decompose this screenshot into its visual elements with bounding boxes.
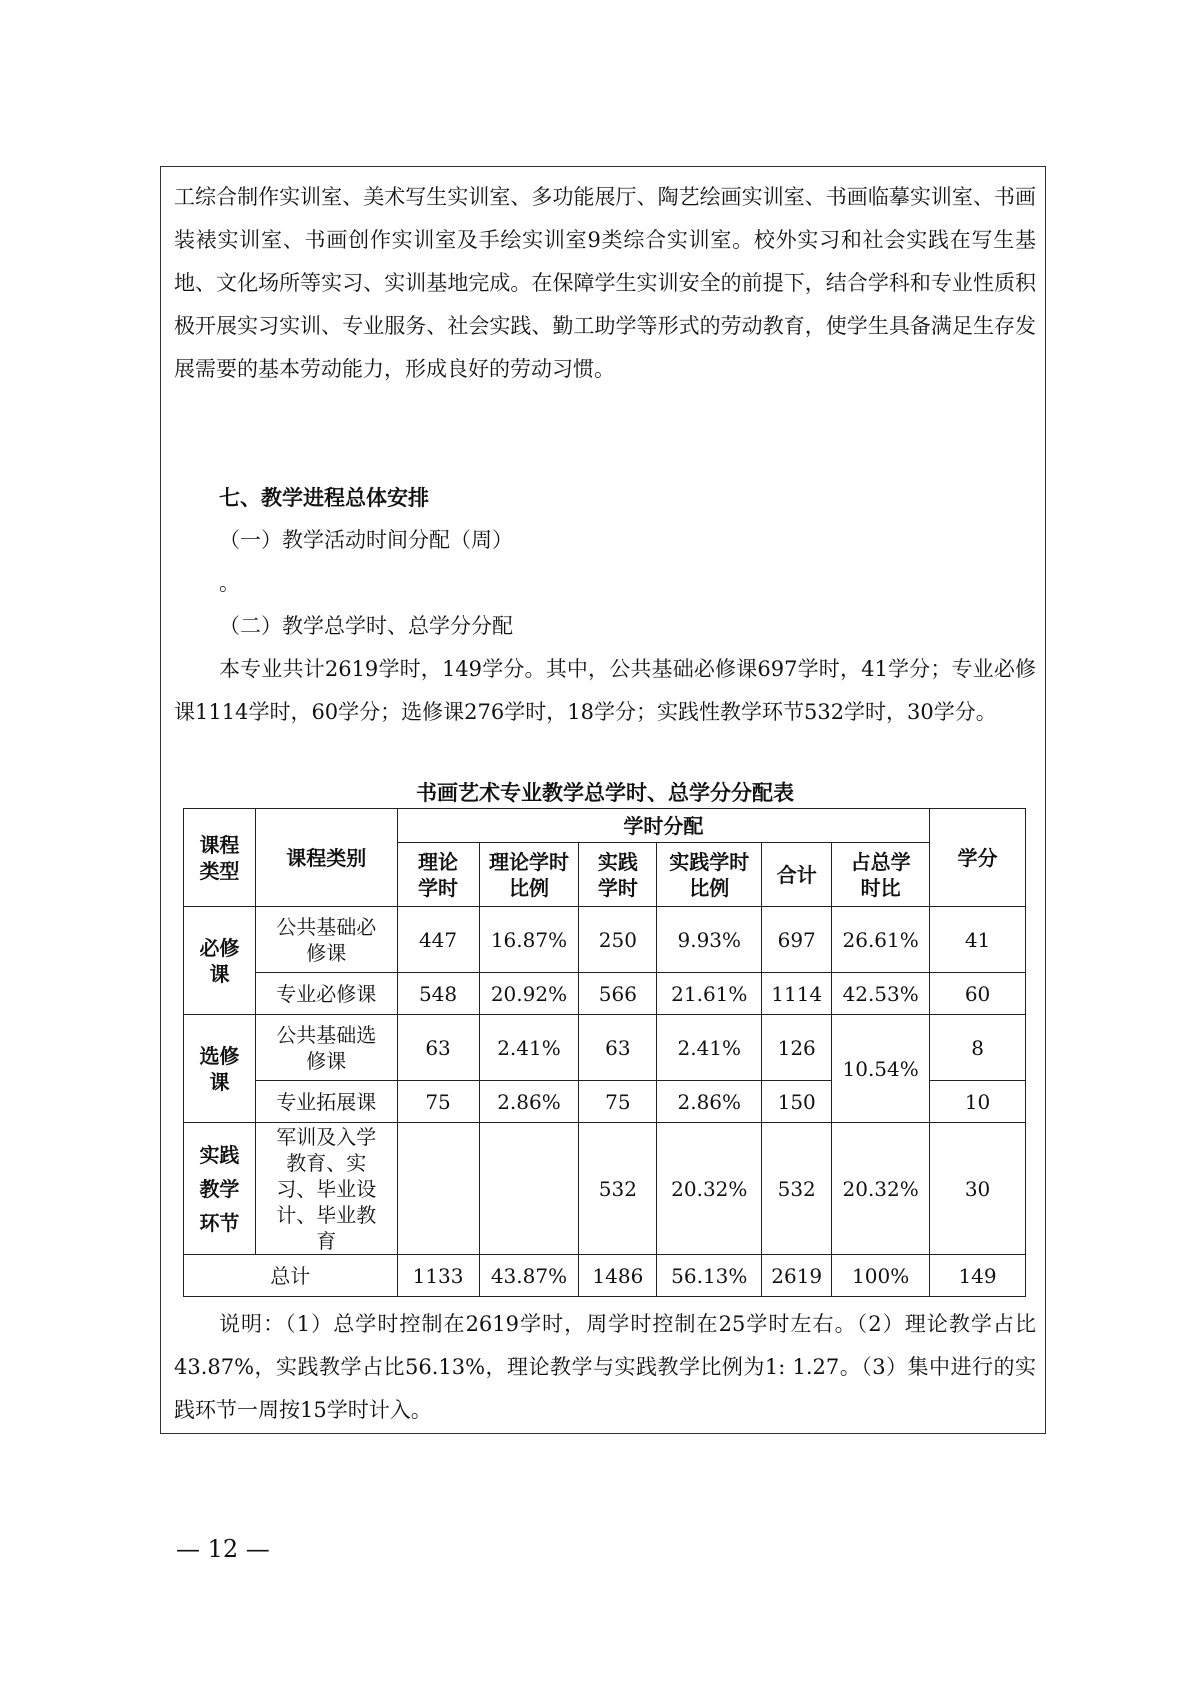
header-hours-allocation: 学时分配 [397, 809, 930, 843]
header-course-category: 课程类别 [255, 809, 397, 907]
total-practice: 1486 [579, 1255, 657, 1297]
intro-paragraph: 工综合制作实训室、美术写生实训室、多功能展厅、陶艺绘画实训室、书画临摹实训室、书画装裱实训室、书画创作实训室及手绘实训室9类综合实训室。校外实习和社会实践在写生基地、文化场所等实习、实训基地完成。在保障学生实训安全的前提下，结合学科和专业性质积极开展实习实训、专业服务、社会实践、勤工助学等形式的劳动教育，使学生具备满足生存发展需要的基本劳动能力，形成良好的劳动习惯。 [174, 185, 1036, 381]
cell-category: 军训及入学教育、实习、毕业设计、毕业教育 [255, 1123, 397, 1255]
activity-time-note: 。 [219, 571, 240, 595]
subheading-total-hours: （二）教学总学时、总学分分配 [219, 614, 513, 638]
header-credits: 学分 [930, 809, 1026, 907]
group-elective: 选修课 [184, 1015, 256, 1123]
header-total: 合计 [762, 843, 832, 907]
cell-credits: 41 [930, 907, 1026, 973]
cell-theory: 75 [397, 1081, 479, 1123]
group-practice: 实践教学环节 [184, 1123, 256, 1255]
cell-total: 532 [762, 1123, 832, 1255]
cell-practice-ratio: 20.32% [657, 1123, 762, 1255]
table-row [184, 1015, 1026, 1081]
cell-theory-ratio: 2.86% [479, 1081, 579, 1123]
cell-practice-ratio: 9.93% [657, 907, 762, 973]
cell-theory-ratio: 2.41% [479, 1015, 579, 1081]
hours-credits-table [183, 808, 1026, 1297]
group-required: 必修课 [184, 907, 256, 1015]
table-row [184, 973, 1026, 1015]
cell-practice: 75 [579, 1081, 657, 1123]
header-course-type: 课程类型 [184, 809, 256, 907]
cell-share-merged: 10.54% [832, 1015, 930, 1123]
cell-practice: 63 [579, 1015, 657, 1081]
cell-credits: 30 [930, 1123, 1026, 1255]
cell-total: 1114 [762, 973, 832, 1015]
header-theory-ratio: 理论学时比例 [479, 843, 579, 907]
cell-practice-ratio: 2.41% [657, 1015, 762, 1081]
total-theory-ratio: 43.87% [479, 1255, 579, 1297]
cell-category: 公共基础必修课 [255, 907, 397, 973]
cell-share: 20.32% [832, 1123, 930, 1255]
cell-credits: 60 [930, 973, 1026, 1015]
table-title: 书画艺术专业教学总学时、总学分分配表 [416, 780, 794, 805]
total-row [184, 1255, 1026, 1297]
cell-practice: 532 [579, 1123, 657, 1255]
total-label: 总计 [184, 1255, 398, 1297]
subheading-activity-time: （一）教学活动时间分配（周） [219, 528, 513, 552]
cell-credits: 8 [930, 1015, 1026, 1081]
cell-theory: 63 [397, 1015, 479, 1081]
summary-paragraph: 本专业共计2619学时，149学分。其中，公共基础必修课697学时，41学分；专业必修课1114学时，60学分；选修课276学时，18学分；实践性教学环节532学时，30学分。 [174, 657, 1036, 724]
header-row-1 [184, 809, 1026, 843]
cell-theory-ratio: 20.92% [479, 973, 579, 1015]
note-paragraph: 说明：（1）总学时控制在2619学时，周学时控制在25学时左右。（2）理论教学占比43.87%，实践教学占比56.13%，理论教学与实践教学比例为1: 1.27。（3）集中进行的实践环节一周按15学时计入。 [174, 1312, 1036, 1422]
cell-practice: 250 [579, 907, 657, 973]
section-heading: 七、教学进程总体安排 [219, 485, 429, 510]
page-number: — 12 — [176, 1535, 270, 1563]
cell-total: 697 [762, 907, 832, 973]
table-row [184, 1123, 1026, 1255]
cell-credits: 10 [930, 1081, 1026, 1123]
cell-share: 26.61% [832, 907, 930, 973]
cell-theory-ratio [479, 1123, 579, 1255]
header-share: 占总学时比 [832, 843, 930, 907]
total-share: 100% [832, 1255, 930, 1297]
cell-category: 专业拓展课 [255, 1081, 397, 1123]
total-practice-ratio: 56.13% [657, 1255, 762, 1297]
cell-total: 150 [762, 1081, 832, 1123]
cell-theory-ratio: 16.87% [479, 907, 579, 973]
cell-practice-ratio: 21.61% [657, 973, 762, 1015]
table-row [184, 907, 1026, 973]
total-theory: 1133 [397, 1255, 479, 1297]
cell-practice: 566 [579, 973, 657, 1015]
header-practice-hours: 实践学时 [579, 843, 657, 907]
total-total: 2619 [762, 1255, 832, 1297]
header-theory-hours: 理论学时 [397, 843, 479, 907]
cell-total: 126 [762, 1015, 832, 1081]
cell-theory [397, 1123, 479, 1255]
total-credits: 149 [930, 1255, 1026, 1297]
cell-share: 42.53% [832, 973, 930, 1015]
cell-category: 专业必修课 [255, 973, 397, 1015]
cell-practice-ratio: 2.86% [657, 1081, 762, 1123]
cell-theory: 548 [397, 973, 479, 1015]
cell-theory: 447 [397, 907, 479, 973]
header-practice-ratio: 实践学时比例 [657, 843, 762, 907]
cell-category: 公共基础选修课 [255, 1015, 397, 1081]
